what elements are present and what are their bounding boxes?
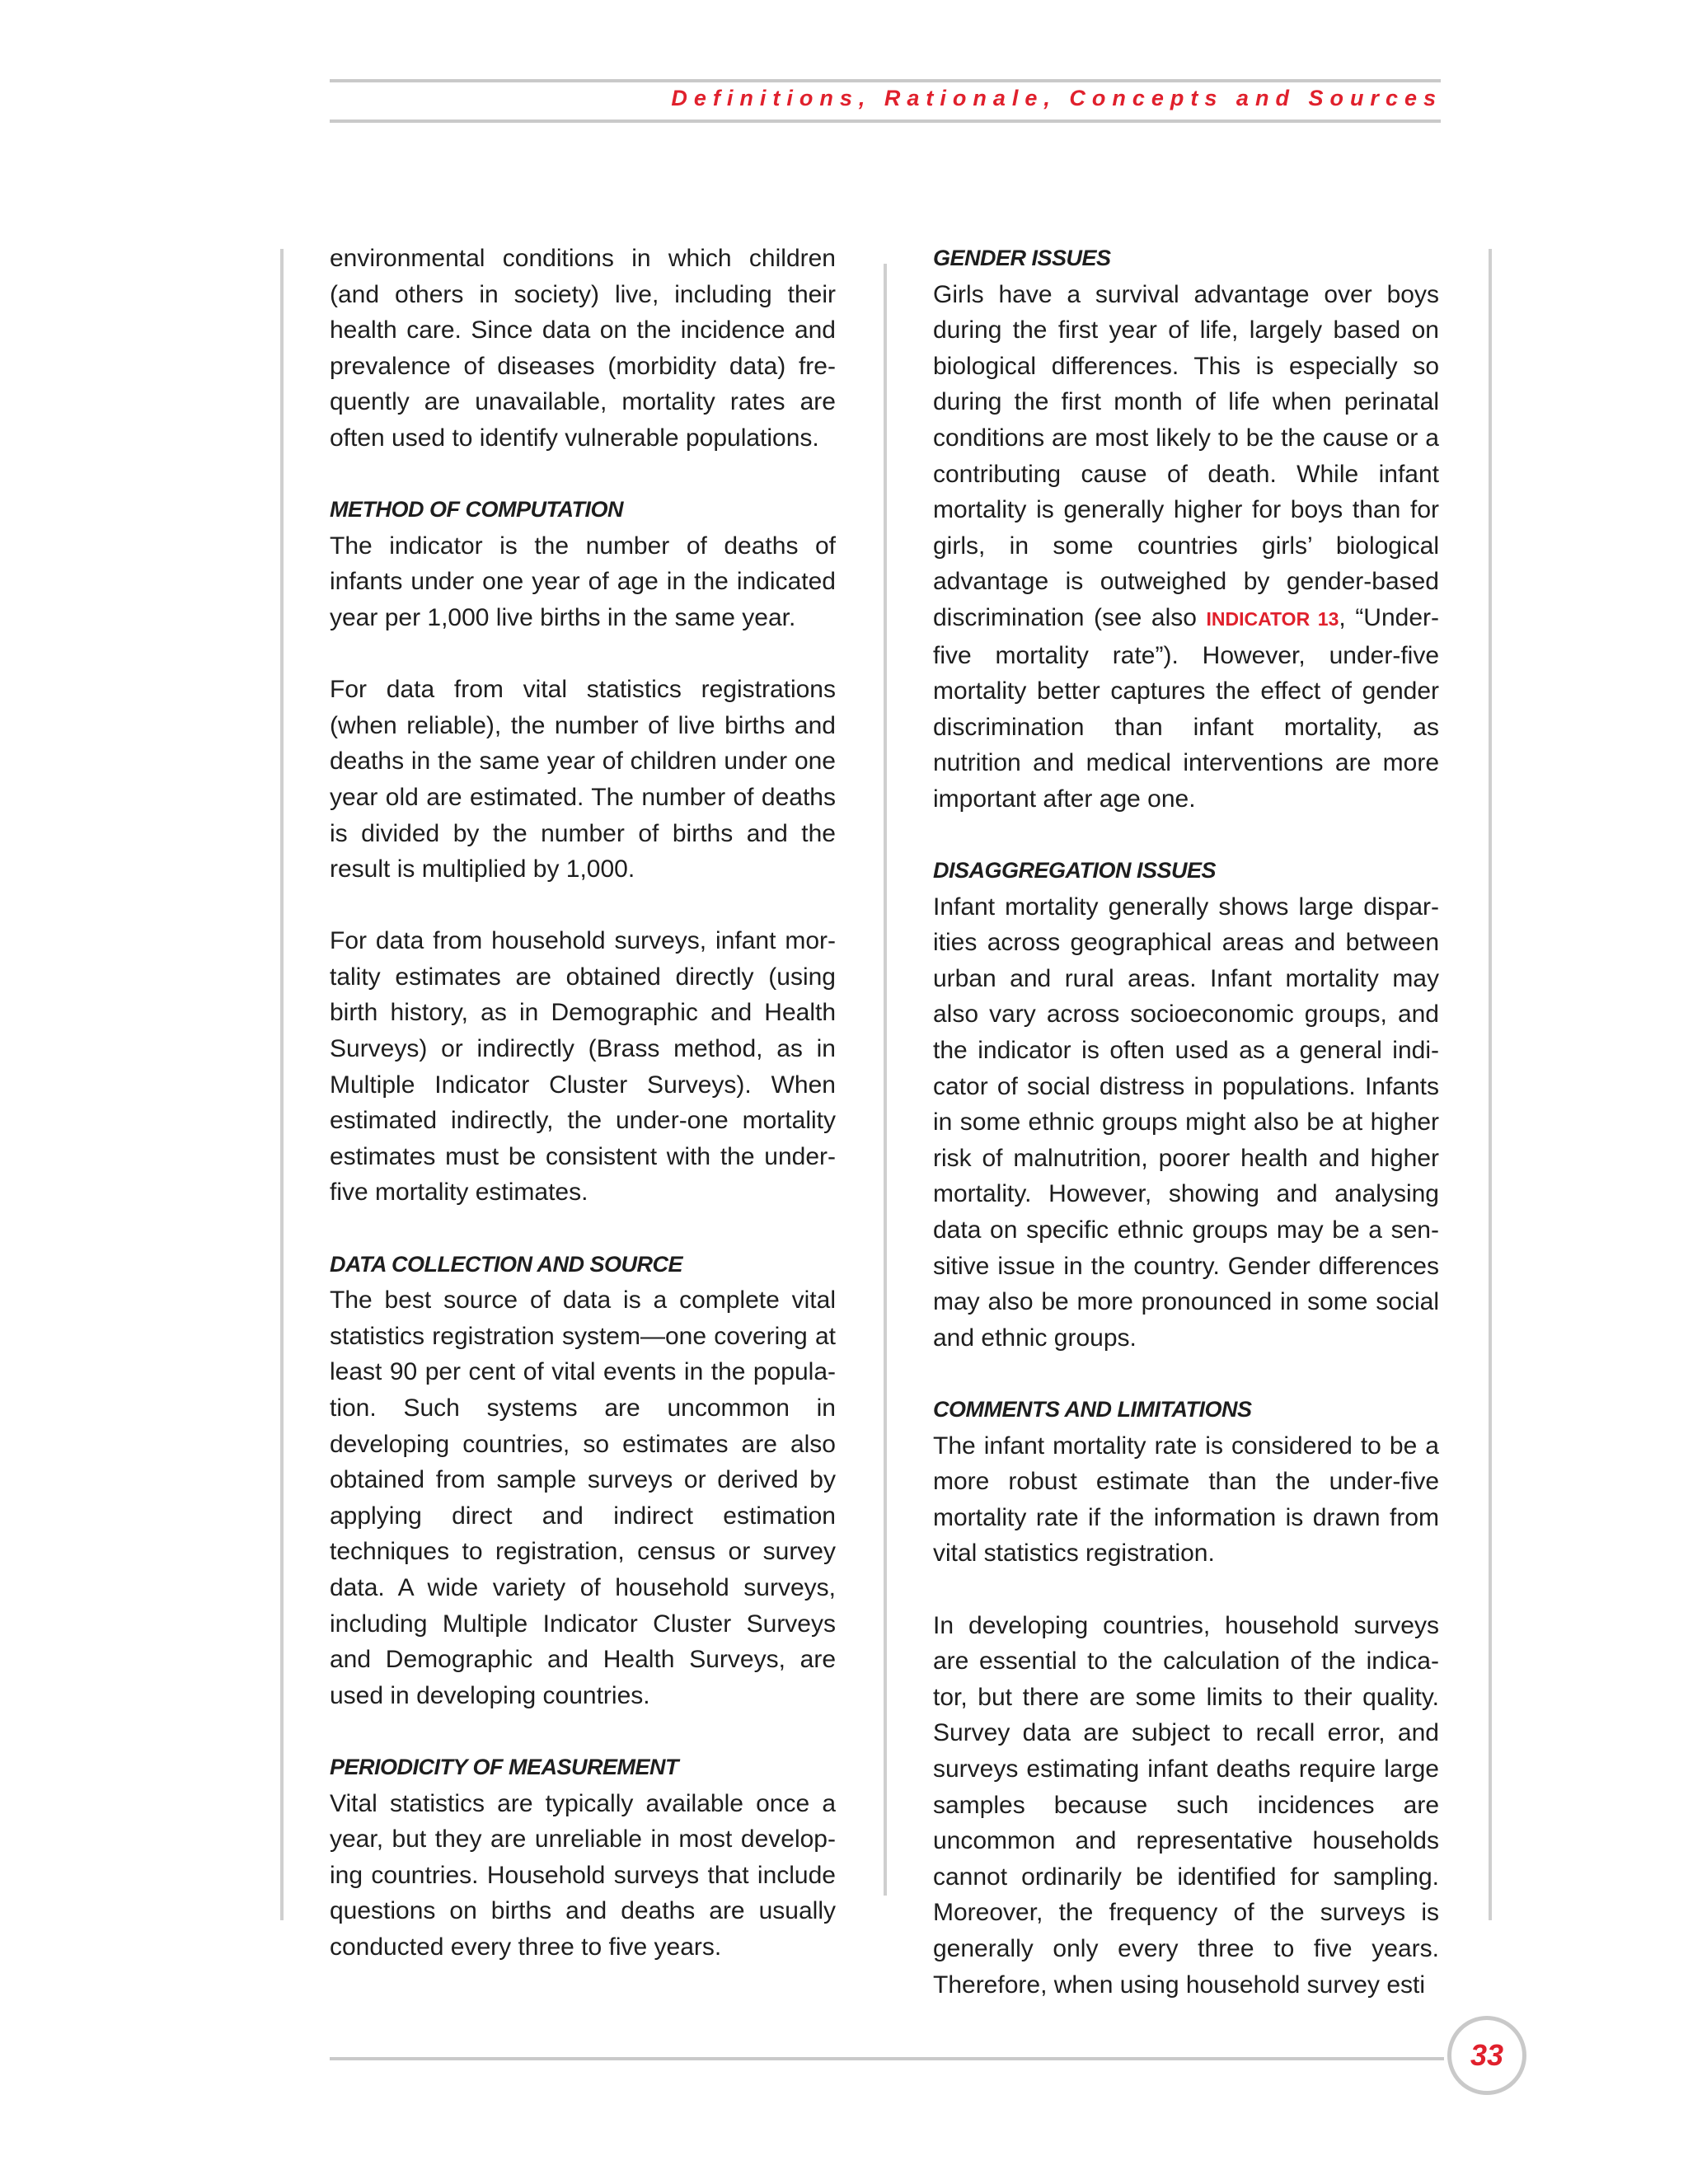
column-divider	[884, 264, 887, 1896]
gender-text-after-ref: , “Under-five mortality rate”). However, under-five mortality better captures the effect of gender discrimination than infant mortality, as nutrition and medical interventions are more important after age one.	[933, 603, 1440, 813]
disaggregation-paragraph: Infant mortality generally shows large disparities across geographical areas and between urban and rural areas. Infant mortality may also vary across socioeconomic groups, and the indicator is often used as a general indicator of social distress in populations. Infants in some ethnic groups might also be at higher risk of malnutrition, poorer health and higher mortality. However, showing and analysing data on specific ethnic groups may be a sensitive issue in the country. Gender differences may also be more pronounced in some social and ethnic groups.	[933, 893, 1439, 1352]
right-column	[933, 241, 1439, 2003]
disaggregation-heading: DISAGGREGATION ISSUES	[933, 858, 1217, 883]
method-heading: METHOD OF COMPUTATION	[330, 497, 623, 523]
comments-paragraph-2: In developing countries, household surveys are essential to the calculation of the indicator, but there are some limits to their quality. Survey data are subject to recall error, and surveys estimating infant deaths require large samples because such incidences are uncommon and representative households cannot ordinarily be identified for sampling. Moreover, the frequency of the surveys is generally only every three to five years. Therefore, when using household survey esti	[933, 1611, 1439, 1999]
comments-paragraph-1: The infant mortality rate is considered to be a more robust estimate than the under-five mortality rate if the information is drawn from vital statistics registration.	[933, 1432, 1439, 1568]
data-collection-heading: DATA COLLECTION AND SOURCE	[330, 1251, 682, 1277]
header-rule-bottom	[330, 120, 1441, 123]
left-column	[330, 241, 836, 1966]
method-paragraph-3: For data from household surveys, infant mortality estimates are obtained directly (using birth history, as in Demographic and Health Surveys) or indirectly (Brass method, as in Multiple Indicator Cluster Surveys). When estimated indirectly, the under-one mortality estimates must be consistent with the under-five mortality estimates.	[330, 927, 836, 1207]
gender-heading: GENDER ISSUES	[933, 246, 1111, 270]
indicator-13-link[interactable]: INDICATOR 13	[1206, 607, 1339, 630]
left-margin-bar	[280, 249, 284, 1920]
running-header: Definitions, Rationale, Concepts and Sources	[671, 86, 1442, 110]
page-number: 33	[1470, 2038, 1504, 2072]
method-paragraph-2: For data from vital statistics registrations (when reliable), the number of live births and deaths in the same year of children under one year old are estimated. The number of deaths is divided by the number of births and the result is multiplied by 1,000.	[330, 676, 836, 883]
right-margin-bar	[1489, 249, 1492, 1920]
footer-rule	[330, 2057, 1444, 2060]
intro-paragraph: environmental conditions in which children (and others in society) live, including their health care. Since data on the incidence and prevalence of diseases (morbidity data) frequently are unavailable, mortality rates are often used to identify vulnerable populations.	[330, 245, 836, 452]
header-rule-top	[330, 79, 1441, 82]
periodicity-heading: PERIODICITY OF MEASUREMENT	[330, 1754, 679, 1779]
page-number-badge	[1447, 2016, 1526, 2095]
gender-text-before-ref: Girls have a survival advantage over boys during the first year of life, largely based on biological differences. This is especially so during the first month of life when perinatal conditions are most likely to be the cause or a contributing cause of death. While infant mortality is generally higher for boys than for girls, in some countries girls’ biological advantage is outweighed by gender-based discrimination (see also	[933, 280, 1439, 631]
comments-heading: COMMENTS AND LIMITATIONS	[933, 1397, 1252, 1422]
method-paragraph-1: The indicator is the number of deaths of infants under one year of age in the indicated year per 1,000 live births in the same year.	[330, 532, 836, 631]
data-collection-paragraph: The best source of data is a complete vital statistics registration system—one covering at least 90 per cent of vital events in the population. Such systems are uncommon in developing countries, so estimates are also obtained from sample surveys or derived by applying direct and indirect estimation techniques to registration, census or survey data. A wide variety of household surveys, including Multiple Indicator Cluster Surveys and Demographic and Health Surveys, are used in developing countries.	[330, 1286, 836, 1709]
gender-paragraph	[933, 277, 1439, 818]
periodicity-paragraph: Vital statistics are typically available once a year, but they are unreliable in most developing countries. Household surveys that include questions on births and deaths are usually conducted every three to five years.	[330, 1789, 836, 1961]
